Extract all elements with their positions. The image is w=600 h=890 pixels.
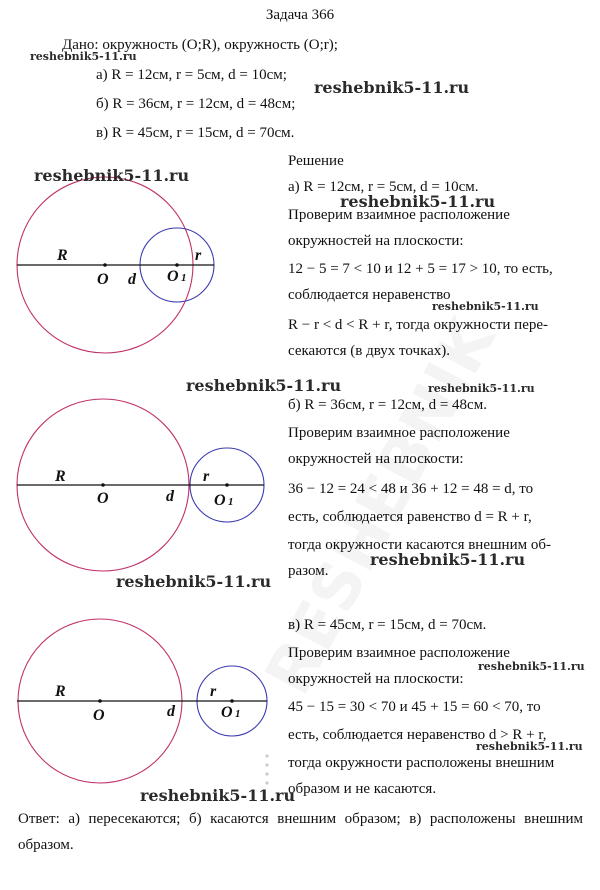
center-dot xyxy=(175,263,179,267)
watermark: reshebnik5-11.ru xyxy=(432,300,539,313)
watermark: reshebnik5-11.ru xyxy=(478,660,585,673)
problem-title: Задача 366 xyxy=(265,7,335,23)
part-c-line: образом и не касаются. xyxy=(288,781,437,797)
label-O: O xyxy=(97,490,109,507)
part-b-line: разом. xyxy=(288,563,329,579)
part-b-line: тогда окружности касаются внешним об- xyxy=(288,537,551,553)
label-index-1: 1 xyxy=(235,708,241,720)
center-dot xyxy=(230,699,234,703)
solution-heading: Решение xyxy=(288,153,344,169)
label-O1: O xyxy=(167,268,179,285)
given-c: в) R = 45см, r = 15см, d = 70см. xyxy=(96,125,295,141)
label-O1: O xyxy=(214,492,226,509)
part-c-line: есть, соблюдается неравенство d > R + r, xyxy=(288,727,547,743)
part-b-line: окружностей на плоскости: xyxy=(288,451,464,467)
label-O: O xyxy=(97,271,109,288)
given-line: Дано: окружность (O;R), окружность (O;r); xyxy=(62,37,338,53)
part-b-condition: б) R = 36см, r = 12см, d = 48см. xyxy=(288,397,487,413)
part-c-line: окружностей на плоскости: xyxy=(288,671,464,687)
center-dot xyxy=(103,263,107,267)
center-dot xyxy=(225,483,229,487)
part-c-condition: в) R = 45см, r = 15см, d = 70см. xyxy=(288,617,487,633)
watermark: reshebnik5-11.ru xyxy=(370,550,526,569)
watermark: reshebnik5-11.ru xyxy=(314,78,470,97)
watermark: reshebnik5-11.ru xyxy=(116,572,272,591)
label-r: r xyxy=(210,683,217,700)
center-dot xyxy=(101,483,105,487)
label-O1: O xyxy=(221,704,233,721)
part-b-line: 36 − 12 = 24 < 48 и 36 + 12 = 48 = d, то xyxy=(288,481,534,497)
label-d: d xyxy=(167,703,175,720)
label-d: d xyxy=(128,271,136,288)
part-a-line: окружностей на плоскости: xyxy=(288,233,464,249)
center-dot xyxy=(98,699,102,703)
label-index-1: 1 xyxy=(181,272,187,284)
part-b-line: есть, соблюдается равенство d = R + r, xyxy=(288,509,532,525)
part-c-line: тогда окружности расположены внешним xyxy=(288,755,555,771)
answer-text: Ответ: а) пересекаются; б) касаются внешним образом; в) расположены внешним образом. xyxy=(18,811,583,853)
watermark: reshebnik5-11.ru xyxy=(476,740,583,753)
part-a-condition: а) R = 12см, r = 5см, d = 10см. xyxy=(288,179,479,195)
label-r: r xyxy=(203,468,210,485)
watermark: reshebnik5-11.ru xyxy=(34,166,190,185)
label-d: d xyxy=(166,488,174,505)
label-R: R xyxy=(55,468,66,485)
part-b-line: Проверим взаимное расположение xyxy=(288,425,510,441)
part-a-line: R − r < d < R + r, тогда окружности пере- xyxy=(288,317,549,333)
diagram-external xyxy=(0,604,286,804)
part-a-line: соблюдается неравенство xyxy=(288,287,451,303)
given-b: б) R = 36см, r = 12см, d = 48см; xyxy=(96,96,296,112)
label-r: r xyxy=(195,247,202,264)
given-a: а) R = 12см, r = 5см, d = 10см; xyxy=(96,67,287,83)
part-c-line: Проверим взаимное расположение xyxy=(288,645,510,661)
watermark: reshebnik5-11.ru xyxy=(186,376,342,395)
part-a-line: 12 − 5 = 7 < 10 и 12 + 5 = 17 > 10, то есть, xyxy=(288,261,553,277)
watermark: reshebnik5-11.ru xyxy=(340,192,496,211)
part-a-line: Проверим взаимное расположение xyxy=(288,207,510,223)
diagram-intersecting xyxy=(0,168,286,368)
label-O: O xyxy=(93,707,105,724)
label-R: R xyxy=(57,247,68,264)
label-R: R xyxy=(55,683,66,700)
part-a-line: секаются (в двух точках). xyxy=(288,343,451,359)
watermark: reshebnik5-11.ru xyxy=(140,786,296,805)
watermark: reshebnik5-11.ru xyxy=(428,382,535,395)
part-c-line: 45 − 15 = 30 < 70 и 45 + 15 = 60 < 70, то xyxy=(288,699,541,715)
diagram-tangent xyxy=(0,384,286,584)
label-index-1: 1 xyxy=(228,496,234,508)
watermark: reshebnik5-11.ru xyxy=(30,50,137,63)
